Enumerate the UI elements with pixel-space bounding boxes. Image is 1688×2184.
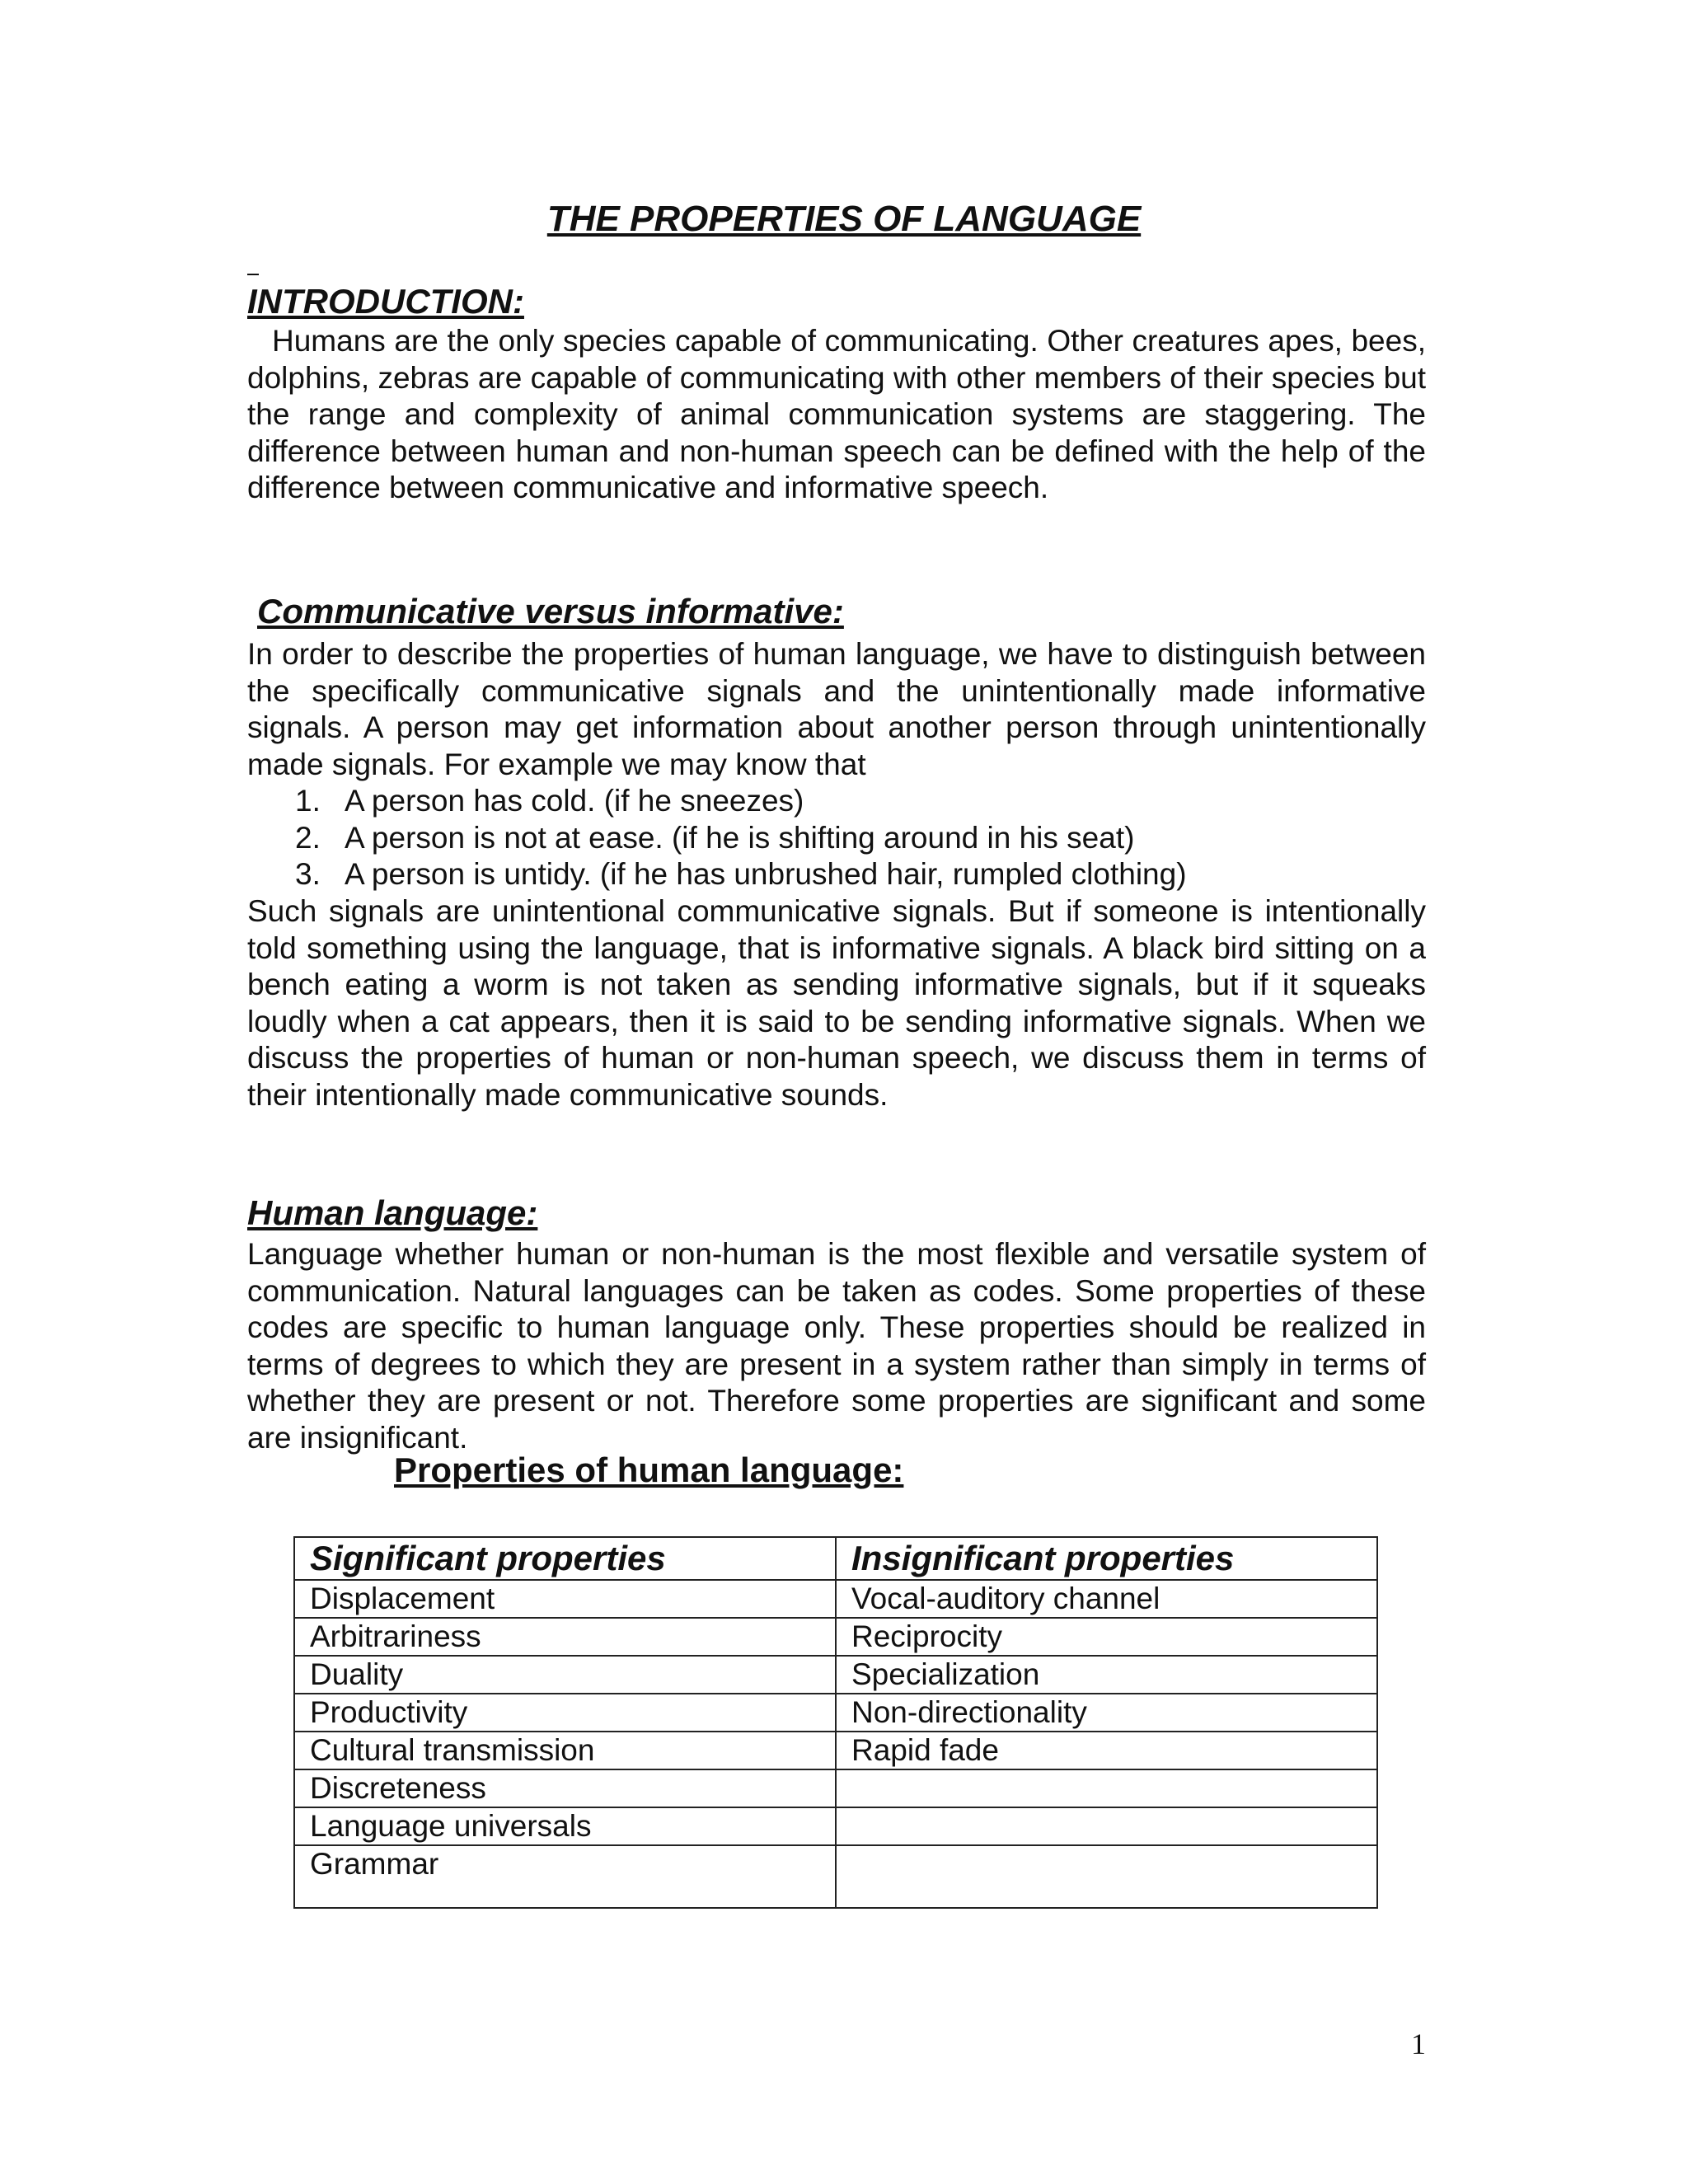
- list-item: [247, 856, 1426, 893]
- examples-list: [247, 783, 1426, 893]
- table-row: [294, 1807, 1377, 1845]
- list-number: 1.: [295, 784, 321, 818]
- table-cell: Vocal-auditory channel: [836, 1580, 1377, 1618]
- table-row: [294, 1656, 1377, 1694]
- table-header-row: [294, 1537, 1377, 1580]
- table-row: [294, 1732, 1377, 1769]
- list-item: [247, 783, 1426, 820]
- stray-mark: [247, 274, 259, 275]
- introduction-paragraph: Humans are the only species capable of communicating. Other creatures apes, bees, dolphins, zebras are capable of communicating with other members of their species but the range and complexity of animal communication systems are staggering. The difference between human and non-human speech can be defined with the help of the difference between communicative and informative speech.: [247, 324, 1426, 504]
- communicative-heading: Communicative versus informative:: [257, 592, 844, 630]
- table-row: [294, 1694, 1377, 1732]
- properties-table-title: Properties of human language:: [394, 1451, 904, 1489]
- page-number: 1: [1411, 2027, 1426, 2060]
- table-cell: [836, 1769, 1377, 1807]
- list-number: 3.: [295, 857, 321, 891]
- table-cell: [836, 1807, 1377, 1845]
- table-cell: Displacement: [294, 1580, 836, 1618]
- table-cell: Discreteness: [294, 1769, 836, 1807]
- table-cell: Non-directionality: [836, 1694, 1377, 1732]
- table-cell: Arbitrariness: [294, 1618, 836, 1656]
- table-row: [294, 1618, 1377, 1656]
- properties-table: [293, 1536, 1378, 1909]
- document-title: THE PROPERTIES OF LANGUAGE: [546, 199, 1142, 239]
- communicative-paragraph-1: In order to describe the properties of human language, we have to distinguish between the specifically communicative signals and the unintentionally made informative signals. A person may get information about another person through unintentionally made signals. For example we may know that: [247, 637, 1426, 781]
- table-cell: Cultural transmission: [294, 1732, 836, 1769]
- communicative-paragraph-2: Such signals are unintentional communicative signals. But if someone is intentionally told something using the language, that is informative signals. A black bird sitting on a bench eating a worm is not taken as sending informative signals, but if it squeaks loudly when a cat appears, then it is said to be sending informative signals. When we discuss the properties of human or non-human speech, we discuss them in terms of their intentionally made communicative sounds.: [247, 894, 1426, 1112]
- table-cell: Duality: [294, 1656, 836, 1694]
- list-text: A person is not at ease. (if he is shifting around in his seat): [345, 820, 1135, 855]
- list-text: A person is untidy. (if he has unbrushed hair, rumpled clothing): [345, 857, 1187, 891]
- header-insignificant: Insignificant properties: [836, 1537, 1377, 1580]
- list-item: [247, 820, 1426, 857]
- table-row: [294, 1580, 1377, 1618]
- table-row: [294, 1845, 1377, 1908]
- human-language-heading: Human language:: [247, 1193, 538, 1232]
- human-language-paragraph: Language whether human or non-human is the most flexible and versatile system of communication. Natural languages can be taken as codes. Some properties of these codes are specific to human language only. These properties should be realized in terms of degrees to which they are present in a system rather than simply in terms of whether they are present or not. Therefore some properties are significant and some are insignificant.: [247, 1237, 1426, 1455]
- list-number: 2.: [295, 820, 321, 855]
- list-text: A person has cold. (if he sneezes): [345, 784, 804, 818]
- table-cell: Productivity: [294, 1694, 836, 1732]
- introduction-heading: INTRODUCTION:: [247, 282, 524, 321]
- table-row: [294, 1769, 1377, 1807]
- table-cell: Specialization: [836, 1656, 1377, 1694]
- table-cell: [836, 1845, 1377, 1908]
- table-cell: Grammar: [294, 1845, 836, 1908]
- table-cell: Reciprocity: [836, 1618, 1377, 1656]
- table-cell: Rapid fade: [836, 1732, 1377, 1769]
- table-cell: Language universals: [294, 1807, 836, 1845]
- header-significant: Significant properties: [294, 1537, 836, 1580]
